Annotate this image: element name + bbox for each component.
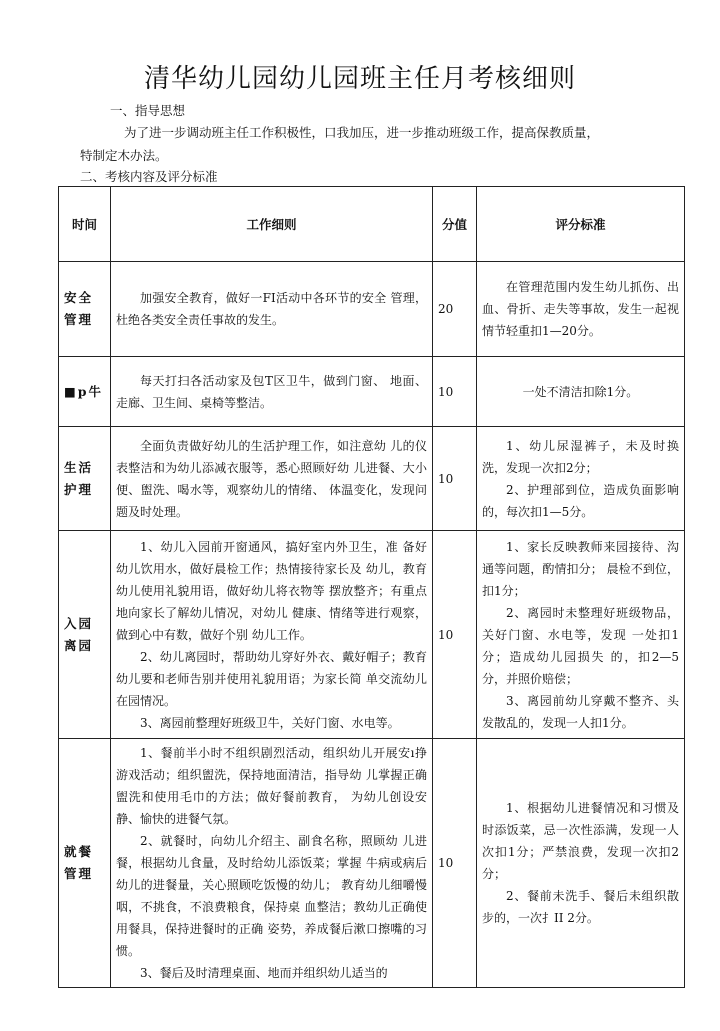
row-criteria: 2、离园时未整理好班级物品，关好门窗、水电等，发现 一处扣1分；造成幼儿园损失 的，扣2—5分，并照价赔偿； [482, 605, 679, 686]
row-detail: 2、就餐时，向幼儿介绍主、副食名称，照顾幼 儿进餐，根据幼儿食量，及时给幼儿添饭菜；掌握 牛病或病后幼儿的进餐量，关心照顾吃饭慢的幼儿； 教育幼儿细嚼慢咽，不挑食，不浪费粮食，保持桌 血整洁；教幼儿正确使用餐具，保持进餐时的正确 姿势，养成餐后漱口擦嘴的习惯。 [116, 834, 427, 958]
row-detail: 全面负责做好幼儿的生活护理工作，如注意幼 儿的仪表整洁和为幼儿添减衣服等，悉心照顾好幼 儿进餐、大小便、盥洗、喝水等，观察幼儿的情绪、 体温变化，发现问题及时处理。 [116, 438, 427, 519]
row-criteria: 2、餐前未洗手、餐后未组织散步的，一次扌II 2分。 [482, 889, 679, 925]
table-row [59, 531, 685, 739]
row-criteria: 3、离园前幼儿穿戴不整齐、头发散乱的，发现一人扣1分。 [482, 693, 679, 730]
table-row [59, 262, 685, 357]
header-detail: 工作细则 [111, 187, 433, 262]
row-criteria: 2、护理部到位，造成负面影响的，每次扣1—5分。 [482, 482, 679, 519]
header-criteria: 评分标准 [477, 187, 685, 262]
row-criteria: 1、根据幼儿进餐情况和习惯及时添饭菜，忌一次性添满，发现一人次扣1分；严禁浪费，发现一次扣2分； [482, 801, 679, 881]
row-time: ■p牛 [59, 357, 111, 427]
row-detail: 3、离园前整理好班级卫牛，关好门窗、水电等。 [140, 715, 400, 730]
row-criteria: 一处不清洁扣除1分。 [522, 384, 639, 399]
assessment-table [58, 186, 685, 988]
table-row [59, 357, 685, 427]
section2-heading: 二、考核内容及评分标准 [80, 169, 218, 184]
row-detail: 1、餐前半小时不组织剧烈活动，组织幼儿开展安ı挣游戏活动；组织盥洗，保持地面清洁，指导幼 儿掌握正确盥洗和使用毛巾的方法；做好餐前教育， 为幼儿创设安静、愉快的进餐气氛。 [116, 746, 427, 826]
row-detail: 加强安全教育，做好一FI活动中各环节的安全 管理，杜绝各类安全责任事故的发生。 [116, 291, 427, 327]
table-header-row [59, 187, 685, 262]
row-score: 10 [433, 427, 477, 531]
row-detail: 3、餐后及时清理桌面、地而并组织幼儿适当的 [140, 966, 388, 980]
row-criteria: 1、家长反映教师来园接待、沟通等问题，酌情扣分； 晨检不到位，扣1分； [482, 539, 679, 598]
row-time: 安全 管理 [59, 262, 111, 357]
table-row [59, 739, 685, 988]
row-score: 20 [433, 262, 477, 357]
row-score: 10 [433, 739, 477, 988]
row-time: 生活 护理 [59, 427, 111, 531]
row-time: 入园 离园 [59, 531, 111, 739]
table-row [59, 427, 685, 531]
row-criteria: 在管理范围内发生幼儿抓伤、出血、骨折、走失等事故，发生一起视情节轻重扣1—20分。 [482, 280, 679, 338]
intro-line-1: 为了进一步调动班主任工作积极性，口我加压，进一步推动班级工作，提高保教质量， [124, 125, 600, 140]
intro-line-2: 特制定木办法。 [80, 148, 168, 163]
section1-heading: 一、指导思想 [110, 103, 186, 118]
row-score: 10 [433, 531, 477, 739]
row-detail: 1、幼儿入园前开窗通风，搞好室内外卫生，准 备好幼儿饮用水，做好晨检工作；热情接待家长及 幼儿，教育幼儿使用礼貌用语，做好幼儿将衣物等 摆放整齐；有重点地向家长了解幼儿情况，对幼儿 健康、情绪等进行观察，做到心中有数，做好个别 幼儿工作。 [116, 539, 427, 642]
row-score: 10 [433, 357, 477, 427]
page-title: 清华幼儿园幼儿园班主任月考核细则 [143, 64, 576, 94]
row-detail: 每天打扫各活动家及包T区卫牛，做到门窗、 地面、走廊、卫生间、桌椅等整洁。 [116, 373, 427, 410]
row-criteria: 1、幼儿尿湿裤子，未及时换洗，发现一次扣2分； [482, 438, 679, 475]
header-score: 分值 [433, 187, 477, 262]
header-time: 时间 [59, 187, 111, 262]
row-time: 就餐 管理 [59, 739, 111, 988]
row-detail: 2、幼儿离园时，帮助幼儿穿好外衣、戴好帽子；教育幼儿要和老师告别并使用礼貌用语；为家长简 单交流幼儿在园情况。 [116, 649, 427, 708]
